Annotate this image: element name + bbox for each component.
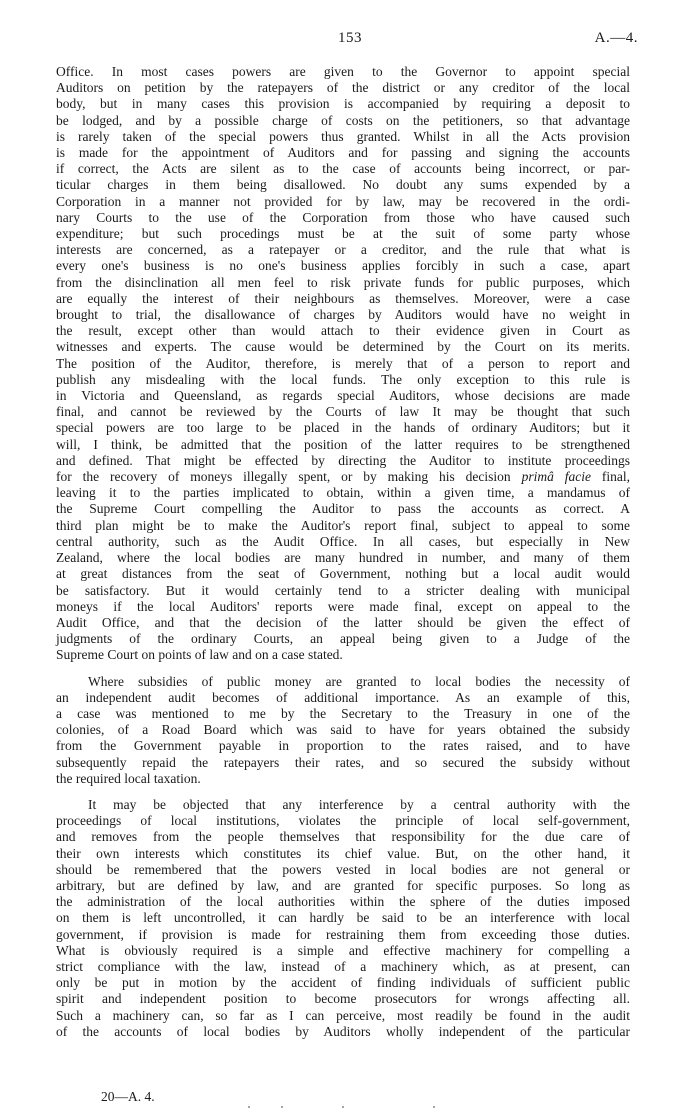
text-line: their own interests which constitutes its chief value. But, on the other hand, it [56,845,630,861]
text-line: the Supreme Court compelling the Auditor to pass the accounts as correct. A [56,501,630,517]
text-line: final, and cannot be reviewed by the Courts of law It may be thought that such [56,404,630,420]
text-line: Auditors on petition by the ratepayers of the district or any creditor of the local [56,80,630,96]
text-line: subsequently repaid the ratepayers their rates, and so secured the subsidy without [56,754,630,770]
paragraph-1 [56,64,630,664]
text-line: should be remembered that the powers vested in local bodies are not general or [56,861,630,877]
signature-mark: 20—A. 4. [101,1089,155,1104]
text-line: proceedings of local institutions, violates the principle of local self-government, [56,813,630,829]
text-line: It may be objected that any interference by a central authority with the [88,796,630,812]
text-line: spirit and independent position to become prosecutors for wrongs affecting all. [56,991,630,1007]
text-line: from the Government payable in proportion to the rates raised, and to have [56,738,630,754]
text-line: nary Courts to the use of the Corporation from those who have caused such [56,209,630,225]
text-line: Where subsidies of public money are granted to local bodies the necessity of [88,673,630,689]
text-line: only be put in motion by the accident of finding individuals of sufficient public [56,975,630,991]
text-line: of the accounts of local bodies by Auditors wholly independent of the particular [56,1023,630,1039]
paragraph-3 [56,797,630,1040]
text-line: and removes from the people themselves that responsibility for the due care of [56,829,630,845]
text-line: central authority, such as the Audit Office. In all cases, but especially in New [56,533,630,549]
text-segment: final, [590,469,630,485]
text-segment: for the recovery of moneys illegally spent, or by making his decision [56,469,522,485]
print-dot [342,1106,344,1108]
text-line: is rarely taken of the special powers thus granted. Whilst in all the Acts provision [56,128,630,144]
text-line: are equally the interest of their neighbours as themselves. Moreover, were a case [56,290,630,306]
page-header [0,30,700,50]
text-line: colonies, of a Road Board which was said to have for years obtained the subsidy [56,722,630,738]
text-line: special powers are too large to be placed in the hands of ordinary Auditors; but it [56,420,630,436]
print-dot [248,1106,250,1108]
text-line: if correct, the Acts are silent as to the case of accounts being incorrect, or par- [56,161,630,177]
text-line: government, if provision is made for restraining them from exceeding those duties. [56,926,630,942]
text-line: The position of the Auditor, therefore, is merely that of a person to report and [56,355,630,371]
text-line [56,469,630,485]
text-line: at great distances from the seat of Government, nothing but a local audit would [56,566,630,582]
text-line: every one's business is no one's business applies forcibly in such a case, apart [56,258,630,274]
text-line: moneys if the local Auditors' reports were made final, except on appeal to the [56,598,630,614]
text-line: publish any misdealing with the local funds. The only exception to this rule is [56,371,630,387]
text-line: strict compliance with the law, instead of a machinery which, as at present, can [56,958,630,974]
text-line: be satisfactory. But it would certainly tend to a stricter dealing with municipal [56,582,630,598]
text-line: ticular charges in them being disallowed. No doubt any sums expended by a [56,177,630,193]
text-line: an independent audit becomes of additional importance. As an example of this, [56,689,630,705]
page-number: 153 [338,30,362,46]
italic-phrase: primâ facie [521,469,591,485]
text-line: arbitrary, but are defined by law, and are granted for specific purposes. So long as [56,877,630,893]
bottom-print-marks [0,1106,700,1112]
text-line: Corporation in a manner not provided for by law, may be recovered in the ordi- [56,193,630,209]
text-line: leaving it to the parties implicated to obtain, within a given time, a mandamus of [56,485,630,501]
text-line: the administration of the local authorities within the sphere of the duties imposed [56,894,630,910]
paragraph-2 [56,674,630,787]
text-line: from the disinclination all men feel to risk private funds for public purposes, which [56,274,630,290]
text-line: Audit Office, and that the decision of the latter should be given the effect of [56,614,630,630]
text-line: expenditure; but such procedings must be at the suit of some party whose [56,226,630,242]
text-line: in Victoria and Queensland, as regards special Auditors, whose decisions are made [56,388,630,404]
text-line: Zealand, where the local bodies are many hundred in number, and many of them [56,550,630,566]
text-line: the result, except other than would attach to their evidence given in Court as [56,323,630,339]
text-line: on them is left uncontrolled, it can hardly be said to be an interference with local [56,910,630,926]
document-reference: A.—4. [594,30,638,46]
text-line: a case was mentioned to me by the Secretary to the Treasury in one of the [56,705,630,721]
body-text [56,64,630,1040]
text-line: Supreme Court on points of law and on a case stated. [56,647,343,663]
text-line: will, I think, be admitted that the position of the latter requires to be strengthened [56,436,630,452]
text-line: witnesses and experts. The cause would be determined by the Court on its merits. [56,339,630,355]
text-line: be lodged, and by a possible charge of costs on the petitioners, so that advantage [56,112,630,128]
text-line: and defined. That might be effected by directing the Auditor to institute proceedings [56,452,630,468]
text-line: Such a machinery can, so far as I can perceive, most readily be found in the audit [56,1007,630,1023]
text-line: judgments of the ordinary Courts, an appeal being given to a Judge of the [56,631,630,647]
text-line: Office. In most cases powers are given to the Governor to appoint special [56,64,630,79]
text-line: interests are concerned, as a ratepayer or a creditor, and the rule that what is [56,242,630,258]
text-line: body, but in many cases this provision is accompanied by requiring a deposit to [56,96,630,112]
text-line: third plan might be to make the Auditor's report final, subject to appeal to some [56,517,630,533]
text-line: is made for the appointment of Auditors and for passing and signing the accounts [56,145,630,161]
print-dot [281,1106,283,1108]
text-line: What is obviously required is a simple and effective machinery for compelling a [56,942,630,958]
text-line: the required local taxation. [56,770,201,786]
text-line: brought to trial, the disallowance of charges by Auditors would have no weight in [56,307,630,323]
print-dot [433,1106,435,1108]
